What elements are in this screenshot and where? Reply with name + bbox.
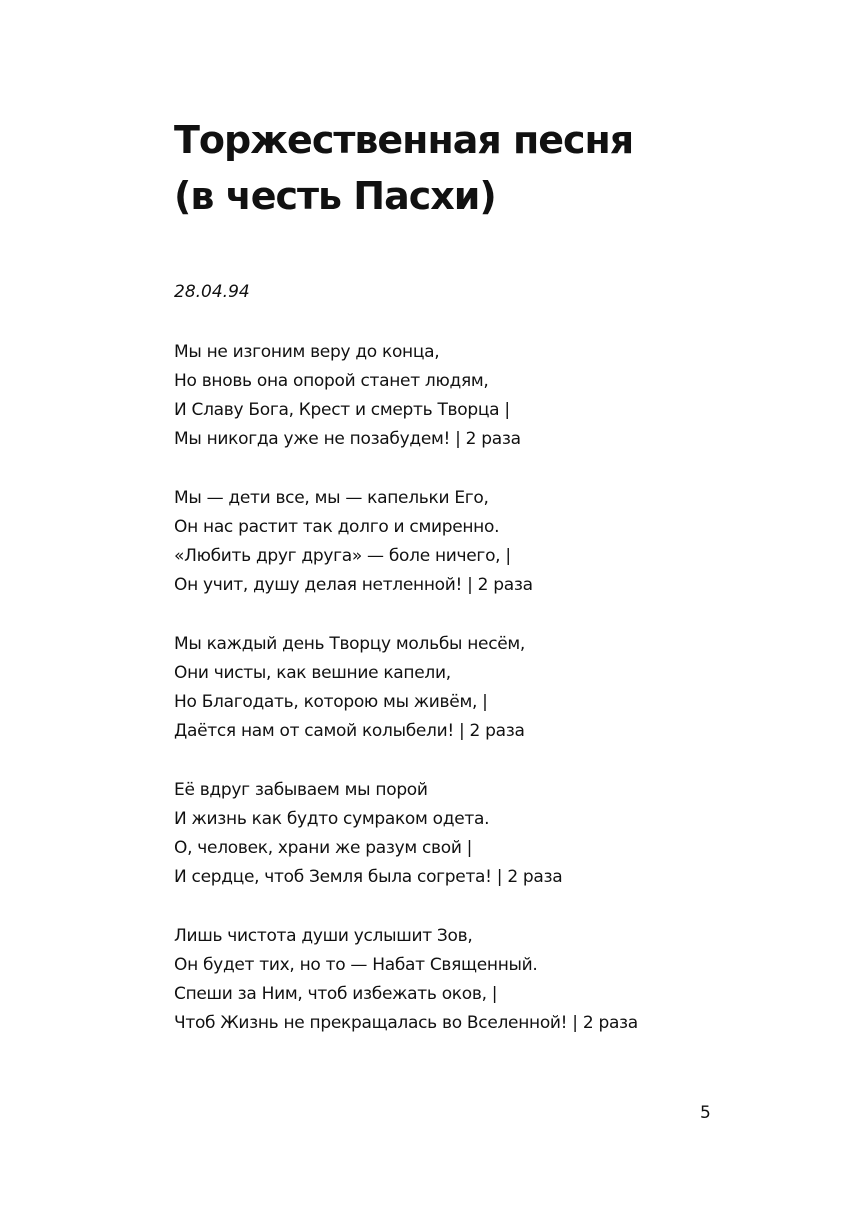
stanza-1: [174, 338, 794, 454]
title-line-1: Торжественная песня: [174, 118, 634, 162]
poem-line: Чтоб Жизнь не прекращалась во Вселенной! | 2 раза: [174, 1013, 638, 1033]
poem-line: Лишь чистота души услышит Зов,: [174, 926, 473, 946]
poem-line: Он будет тих, но то — Набат Священный.: [174, 955, 538, 975]
poem-line: Её вдруг забываем мы порой: [174, 780, 428, 800]
poem-line: Он нас растит так долго и смиренно.: [174, 517, 500, 537]
poem-line: И жизнь как будто сумраком одета.: [174, 809, 490, 829]
poem-line: «Любить друг друга» — боле ничего, |: [174, 546, 511, 566]
poem-line: И Славу Бога, Крест и смерть Творца |: [174, 400, 510, 420]
poem-line: Даётся нам от самой колыбели! | 2 раза: [174, 721, 525, 741]
poem-line: Мы — дети все, мы — капельки Его,: [174, 488, 489, 508]
poem-title: [174, 112, 774, 224]
poem-date: 28.04.94: [174, 282, 250, 302]
poem-line: Но Благодать, которою мы живём, |: [174, 692, 488, 712]
stanza-4: [174, 776, 794, 892]
poem-body: [174, 338, 794, 1068]
poem-line: Мы каждый день Творцу мольбы несём,: [174, 634, 526, 654]
poem-line: И сердце, чтоб Земля была согрета! | 2 раза: [174, 867, 563, 887]
poem-line: Спеши за Ним, чтоб избежать оков, |: [174, 984, 498, 1004]
poem-line: Он учит, душу делая нетленной! | 2 раза: [174, 575, 533, 595]
poem-line: Мы никогда уже не позабудем! | 2 раза: [174, 429, 521, 449]
stanza-3: [174, 630, 794, 746]
title-line-2: (в честь Пасхи): [174, 174, 496, 218]
poem-line: О, человек, храни же разум свой |: [174, 838, 473, 858]
poem-line: Но вновь она опорой станет людям,: [174, 371, 489, 391]
stanza-5: [174, 922, 794, 1038]
poem-line: Они чисты, как вешние капели,: [174, 663, 451, 683]
poem-line: Мы не изгоним веру до конца,: [174, 342, 440, 362]
page-number: 5: [700, 1103, 711, 1123]
stanza-2: [174, 484, 794, 600]
